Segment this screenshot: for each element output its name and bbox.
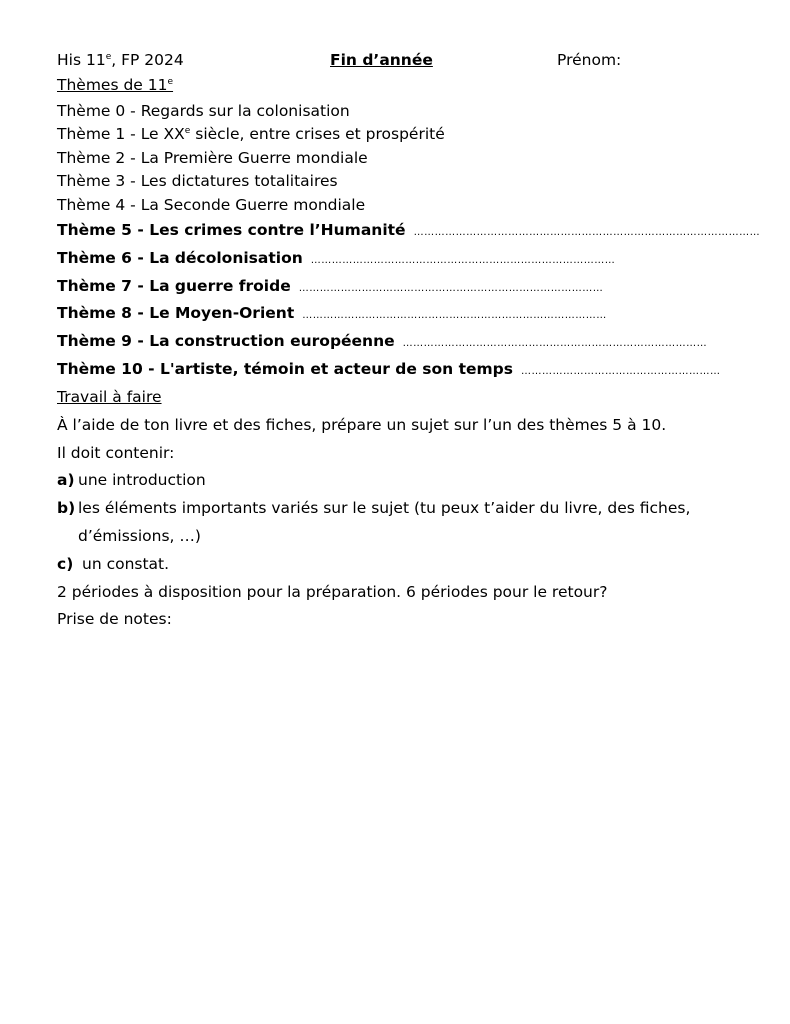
first-name-label: Prénom: [557, 51, 622, 69]
theme-item-1: Thème 1 - Le XXe siècle, entre crises et prospérité [57, 125, 445, 144]
list-text: un constat. [82, 554, 170, 573]
list-marker: c) [57, 554, 74, 573]
fill-line: …………………………………………………………………………… [402, 338, 708, 350]
theme-item-7 [57, 273, 717, 301]
list-text: une introduction [78, 471, 206, 490]
work-heading: Travail à faire [57, 387, 162, 406]
theme-item-9 [57, 328, 717, 356]
themes-list [57, 100, 761, 384]
theme-item-4: Thème 4 - La Seconde Guerre mondiale [57, 195, 366, 214]
fill-line: ………………………………………………… [521, 365, 721, 377]
theme-label: Thème 8 - Le Moyen-Orient [57, 304, 295, 323]
theme-item-2: Thème 2 - La Première Guerre mondiale [57, 148, 368, 167]
theme-label: Thème 7 - La guerre froide [57, 276, 291, 295]
theme-item-3: Thème 3 - Les dictatures totalitaires [57, 172, 338, 191]
theme-item-6 [57, 245, 717, 273]
work-intro: À l’aide de ton livre et des fiches, prépare un sujet sur l’un des thèmes 5 à 10. [57, 415, 667, 434]
list-item-b [57, 495, 717, 523]
theme-item-8 [57, 300, 717, 328]
course-label: His 11e, FP 2024 [57, 51, 184, 69]
theme-label: Thème 5 - Les crimes contre l’Humanité [57, 220, 406, 239]
theme-item-10 [57, 356, 721, 384]
list-marker: b) [57, 499, 76, 518]
fill-line: …………………………………………………………………………… [310, 254, 616, 266]
document-title: Fin d’année [330, 51, 433, 69]
list-marker: a) [57, 471, 75, 490]
fill-line: ……………………………………………………………………………………… [413, 226, 761, 238]
fill-line: …………………………………………………………………………… [302, 310, 607, 322]
list-item-b-continuation: d’émissions, …) [78, 526, 201, 545]
themes-heading: Thèmes de 11e [57, 76, 174, 94]
header [57, 48, 717, 72]
list-item-a [57, 467, 717, 495]
theme-label: Thème 6 - La décolonisation [57, 248, 303, 267]
worksheet-page [57, 48, 761, 634]
theme-item-5 [57, 217, 761, 245]
theme-item-0: Thème 0 - Regards sur la colonisation [57, 102, 350, 120]
list-text: les éléments importants variés sur le sujet (tu peux t’aider du livre, des fiches, [78, 499, 691, 518]
must-contain-label: Il doit contenir: [57, 443, 175, 462]
theme-label: Thème 9 - La construction européenne [57, 332, 395, 351]
theme-label: Thème 10 - L'artiste, témoin et acteur de son temps [57, 359, 513, 378]
periods-note: 2 périodes à disposition pour la préparation. 6 périodes pour le retour? [57, 582, 608, 601]
notes-label: Prise de notes: [57, 610, 172, 629]
fill-line: …………………………………………………………………………… [298, 282, 604, 294]
list-item-c [57, 551, 717, 579]
